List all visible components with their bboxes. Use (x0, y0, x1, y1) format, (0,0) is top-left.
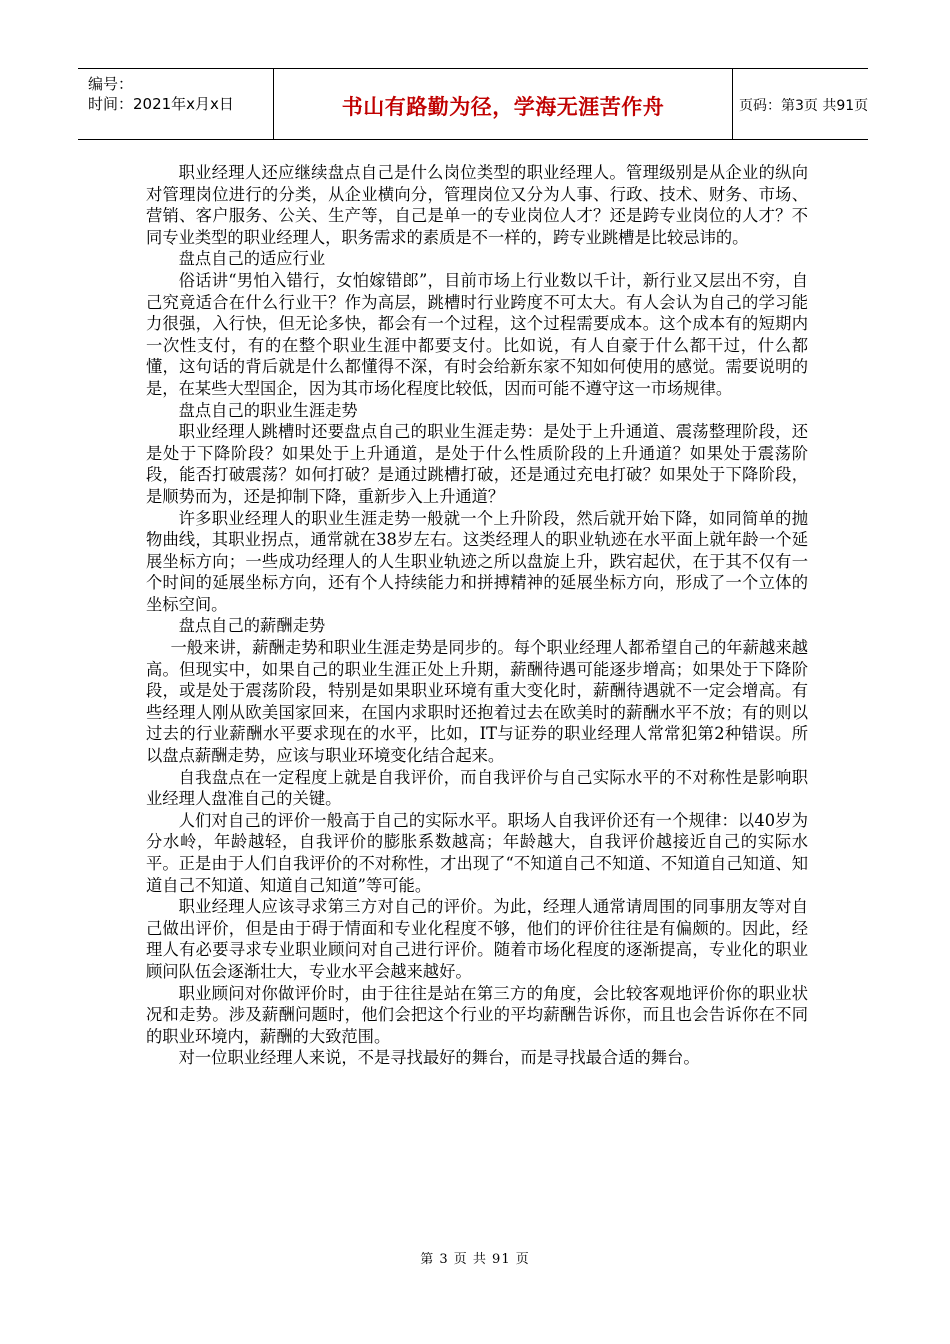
paragraph: 对一位职业经理人来说，不是寻找最好的舞台，而是寻找最合适的舞台。 (178, 1048, 700, 1068)
header-left-cell (78, 69, 274, 139)
paragraph: 职业经理人跳槽时还要盘点自己的职业生涯走势：是处于上升通道、震荡整理阶段，还是处于下降阶段？如果处于上升通道，是处于什么性质阶段的上升通道？如果处于震荡阶段，能否打破震荡？如何打破？是通过跳槽打破，还是通过充电打破？如果处于下降阶段，是顺势而为，还是抑制下降，重新步入上升通道？ (146, 422, 808, 506)
paragraph: 职业顾问对你做评价时，由于往往是站在第三方的角度，会比较客观地评价你的职业状况和走势。涉及薪酬问题时，他们会把这个行业的平均薪酬告诉你，而且也会告诉你在不同的职业环境内，薪酬的大致范围。 (146, 983, 808, 1046)
paragraph: 职业经理人应该寻求第三方对自己的评价。为此，经理人通常请周围的同事朋友等对自己做出评价，但是由于碍于情面和专业化程度不够，他们的评价往往是有偏颇的。因此，经理人有必要寻求专业职业顾问对自己进行评价。随着市场化程度的逐渐提高，专业化的职业顾问队伍会逐渐壮大，专业水平会越来越好。 (146, 897, 808, 981)
paragraph: 俗话讲“男怕入错行，女怕嫁错郎”，目前市场上行业数以千计，新行业又层出不穷，自己究竟适合在什么行业干？作为高层，跳槽时行业跨度不可太大。有人会认为自己的学习能力很强，入行快，但无论多快，都会有一个过程，这个过程需要成本。这个成本有的短期内一次性支付，有的在整个职业生涯中都要支付。比如说，有人自豪于什么都干过，什么都懂，这句话的背后就是什么都懂得不深，有时会给新东家不知如何使用的感觉。需要说明的是，在某些大型国企，因为其市场化程度比较低，因而可能不遵守这一市场规律。 (146, 270, 808, 398)
section-heading: 盘点自己的适应行业 (178, 249, 326, 269)
paragraph: 一般来讲，薪酬走势和职业生涯走势是同步的。每个职业经理人都希望自己的年薪越来越高。但现实中，如果自己的职业生涯正处上升期，薪酬待遇可能逐步增高；如果处于下降阶段，或是处于震荡阶段，特别是如果职业环境有重大变化时，薪酬待遇就不一定会增高。有些经理人刚从欧美国家回来，在国内求职时还抱着过去在欧美时的薪酬水平不放；有的则以过去的行业薪酬水平要求现在的水平，比如，IT与证券的职业经理人常常犯第2种错误。所以盘点薪酬走势，应该与职业环境变化结合起来。 (146, 638, 808, 766)
paragraph: 人们对自己的评价一般高于自己的实际水平。职场人自我评价还有一个规律：以40岁为分水岭，年龄越轻，自我评价的膨胀系数越高；年龄越大，自我评价越接近自己的实际水平。正是由于人们自我评价的不对称性，才出现了“不知道自己不知道、不知道自己知道、知道自己不知道、知道自己知道”等可能。 (146, 810, 808, 895)
header-right-cell (733, 69, 868, 139)
header-page-label: 页码：第3页 共91页 (739, 98, 869, 114)
document-date-label: 时间：2021年x月x日 (88, 95, 234, 113)
page-footer: 第 3 页 共 91 页 (420, 1252, 530, 1267)
section-heading: 盘点自己的职业生涯走势 (178, 400, 358, 420)
header-motto: 书山有路勤为径，学海无涯苦作舟 (341, 95, 665, 119)
header-middle-cell (274, 69, 733, 139)
paragraph: 职业经理人还应继续盘点自己是什么岗位类型的职业经理人。管理级别是从企业的纵向对管理岗位进行的分类，从企业横向分，管理岗位又分为人事、行政、技术、财务、市场、营销、客户服务、公关、生产等，自己是单一的专业岗位人才？还是跨专业岗位的人才？不同专业类型的职业经理人，职务需求的素质是不一样的，跨专业跳槽是比较忌讳的。 (146, 163, 808, 247)
document-number-label: 编号： (88, 75, 134, 93)
section-heading: 盘点自己的薪酬走势 (178, 616, 326, 636)
paragraph: 许多职业经理人的职业生涯走势一般就一个上升阶段，然后就开始下降，如同简单的抛物曲线，其职业拐点，通常就在38岁左右。这类经理人的职业轨迹在水平面上就年龄一个延展坐标方向；一些成功经理人的人生职业轨迹之所以盘旋上升，跌宕起伏，在于其不仅有一个时间的延展坐标方向，还有个人持续能力和拼搏精神的延展坐标方向，形成了一个立体的坐标空间。 (146, 508, 808, 614)
paragraph: 自我盘点在一定程度上就是自我评价，而自我评价与自己实际水平的不对称性是影响职业经理人盘准自己的关键。 (146, 767, 808, 809)
page-header (78, 68, 868, 140)
document-body (146, 162, 808, 1069)
